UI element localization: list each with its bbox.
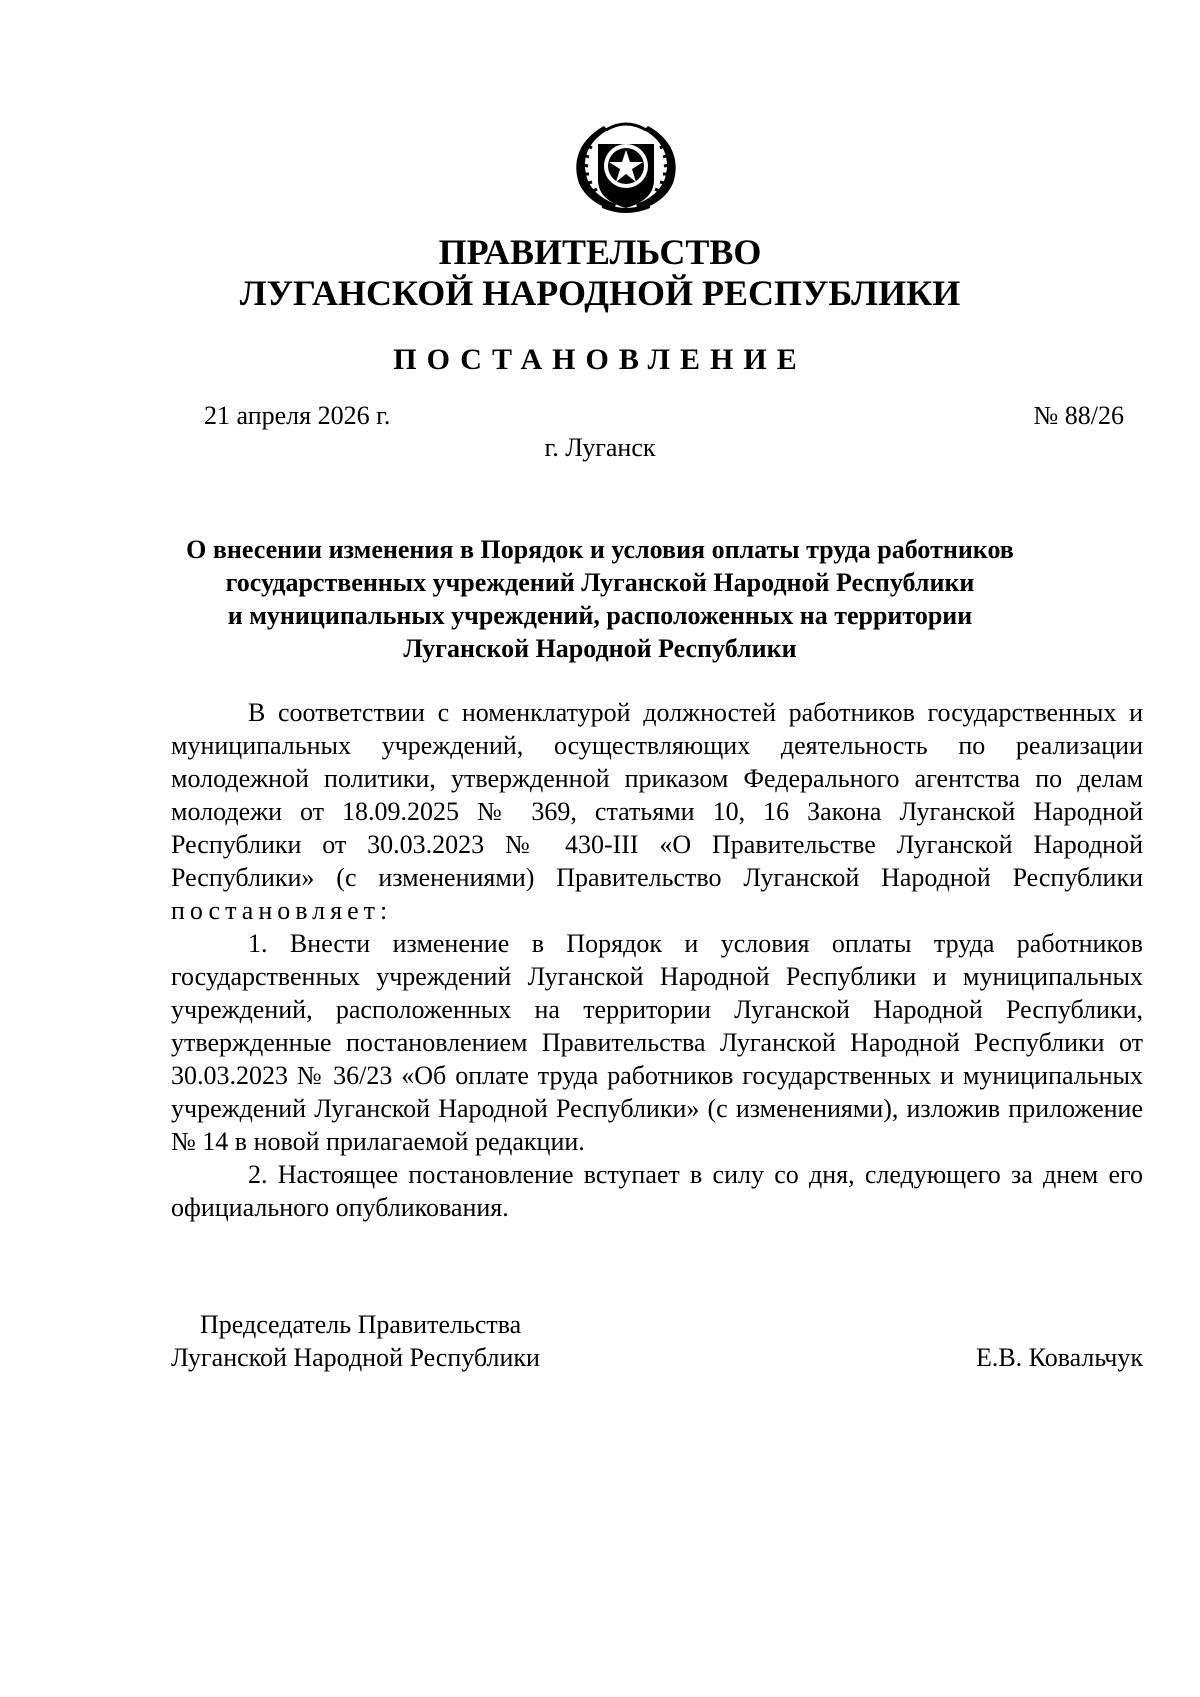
- government-title-line1: ПРАВИТЕЛЬСТВО: [438, 232, 762, 272]
- lnr-coat-of-arms-icon: [564, 114, 688, 214]
- signatory-role-line2: Луганской Народной Республики: [171, 1343, 540, 1372]
- preamble-text: В соответствии с номенклатурой должностей работников государственных и муниципальных учреждений, осуществляющих деятельность по реализации молодежной политики, утвержденной приказом Федерального агентства по делам молодежи от 18.09.2025 № 369, статьями 10, 16 Закона Луганской Народной Республики от 30.03.2023 № 430-III «О Правительстве Луганской Народной Республики» (с изменениями) Правительство Луганской Народной Республики: [171, 698, 1143, 892]
- signatory-name: Е.В. Ковальчук: [975, 1343, 1143, 1372]
- signatory-role-line1: Председатель Правительства: [200, 1310, 522, 1339]
- subject-line: О внесении изменения в Порядок и условия оплаты труда работников: [186, 535, 1014, 564]
- government-title-line2: ЛУГАНСКОЙ НАРОДНОЙ РЕСПУБЛИКИ: [239, 273, 961, 313]
- preamble-paragraph: [171, 696, 1143, 927]
- item-1-paragraph: 1. Внести изменение в Порядок и условия оплаты труда работников государственных учреждений Луганской Народной Республики и муниципальных учреждений, расположенных на территории Луганской Народной Республики, утвержденные постановлением Правительства Луганской Народной Республики от 30.03.2023 № 36/23 «Об оплате труда работников государственных и муниципальных учреждений Луганской Народной Республики» (с изменениями), изложив приложение № 14 в новой прилагаемой редакции.: [171, 929, 1143, 1156]
- document-body: [171, 696, 1143, 1224]
- document-type: ПОСТАНОВЛЕНИЕ: [393, 343, 807, 376]
- item-2-paragraph: 2. Настоящее постановление вступает в силу со дня, следующего за днем его официального опубликования.: [171, 1160, 1143, 1222]
- subject-line: Луганской Народной Республики: [403, 634, 797, 663]
- subject-line: и муниципальных учреждений, расположенных на территории: [227, 601, 973, 630]
- document-date: 21 апреля 2026 г.: [204, 401, 391, 430]
- document-number: № 88/26: [1033, 401, 1124, 430]
- signatory-role: [171, 1308, 540, 1374]
- subject-line: государственных учреждений Луганской Народной Республики: [225, 568, 975, 597]
- preamble-verb: постановляет:: [171, 896, 393, 925]
- document-subject: [150, 533, 1050, 665]
- document-city: г. Луганск: [544, 433, 656, 462]
